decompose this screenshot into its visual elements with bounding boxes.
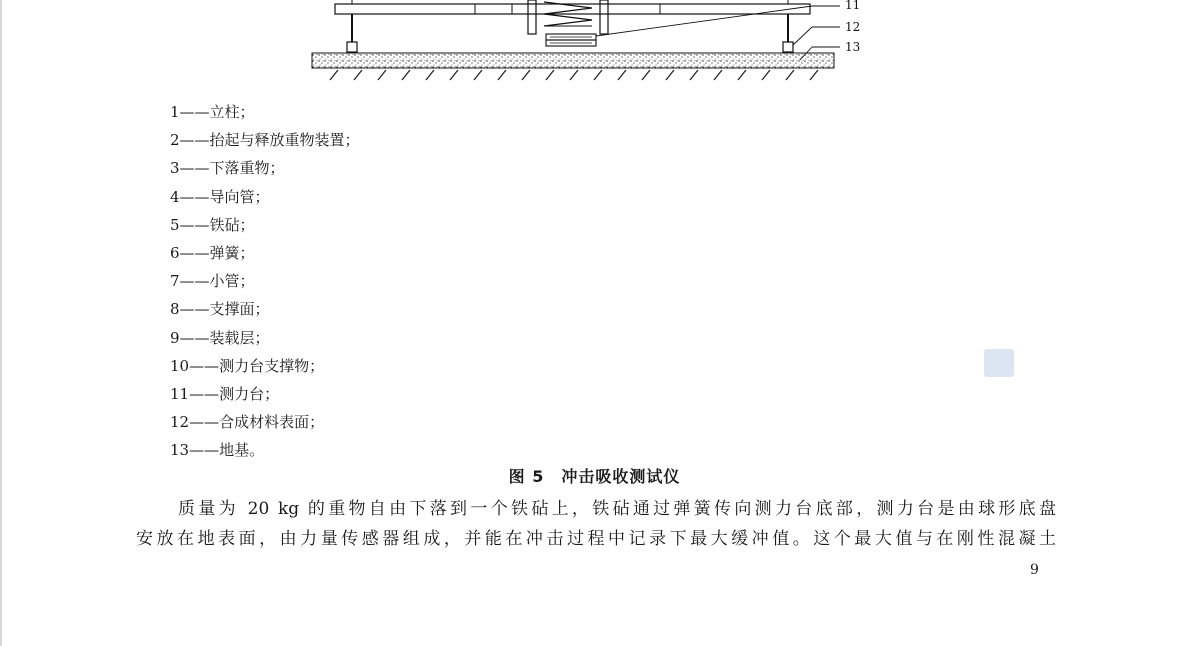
legend-item: 8——支撑面； <box>170 300 270 319</box>
legend-item: 11——测力台； <box>170 384 280 403</box>
legend-label: 下落重物； <box>209 159 285 178</box>
legend-item: 12——合成材料表面； <box>170 413 325 432</box>
guide-tube-and-spring <box>528 0 608 34</box>
legend-number: 8 <box>170 300 180 319</box>
legend-number: 13 <box>170 441 190 460</box>
figure-caption: 图 5 冲击吸收测试仪 <box>508 467 681 486</box>
callout-11: 11 <box>845 0 861 12</box>
legend-number: 11 <box>170 384 190 403</box>
paragraph-line-2: 安放在地表面，由力量传感器组成，并能在冲击过程中记录下最大缓冲值。这个最大值与在刚性混凝土 <box>136 529 1056 549</box>
body-paragraph <box>136 494 1056 554</box>
legend-number: 1 <box>170 103 180 121</box>
legend-item: 3——下落重物； <box>170 159 285 178</box>
legend-number: 3 <box>170 159 180 178</box>
legend-number: 6 <box>170 243 180 262</box>
legend-label: 地基。 <box>219 441 265 460</box>
legend-number: 9 <box>170 328 180 347</box>
legend-label: 导向管； <box>209 187 270 206</box>
legend-number: 10 <box>170 356 190 375</box>
legend-item: 5——铁砧； <box>170 215 255 234</box>
legend-item: 9——装载层； <box>170 328 270 347</box>
legend-number: 12 <box>170 413 190 432</box>
legend-label: 支撑面； <box>209 300 270 319</box>
legend-number: 2 <box>170 131 180 150</box>
page-left-border <box>0 0 2 646</box>
legend-label: 测力台支撑物； <box>219 356 325 375</box>
legend-number: 4 <box>170 187 180 206</box>
sac-watermark-logo <box>984 349 1014 377</box>
force-platform <box>546 34 596 46</box>
legend-number: 7 <box>170 272 180 291</box>
legend-label: 小管； <box>209 272 255 291</box>
legend-label: 铁砧； <box>209 215 255 234</box>
foundation-hatching <box>312 68 834 80</box>
legend-label: 抬起与释放重物装置； <box>209 131 360 150</box>
legend-label: 测力台； <box>219 384 280 403</box>
legend-item: 1——立柱； <box>170 103 255 121</box>
page-number: 9 <box>1030 562 1039 578</box>
legend-item: 13——地基。 <box>170 441 265 460</box>
callout-12: 12 <box>845 20 861 34</box>
legend-item: 2——抬起与释放重物装置； <box>170 131 360 150</box>
legend-label: 弹簧； <box>209 243 255 262</box>
impact-tester-figure <box>300 0 890 90</box>
legend-item: 6——弹簧； <box>170 243 255 262</box>
legend-item: 4——导向管； <box>170 187 270 206</box>
legend-label: 装载层； <box>209 328 270 347</box>
legend-item: 7——小管； <box>170 272 255 291</box>
legend-label: 立柱； <box>209 103 255 121</box>
callout-13: 13 <box>845 40 861 54</box>
legend-number: 5 <box>170 215 180 234</box>
frame-beam <box>335 0 810 14</box>
paragraph-line-1: 质量为 20 kg 的重物自由下落到一个铁砧上，铁砧通过弹簧传向测力台底部，测力台是由球形底盘 <box>178 499 1056 519</box>
legend-label: 合成材料表面； <box>219 413 325 432</box>
figure-legend <box>170 98 360 464</box>
legend-item: 10——测力台支撑物； <box>170 356 325 375</box>
synthetic-surface-layer <box>312 53 834 68</box>
